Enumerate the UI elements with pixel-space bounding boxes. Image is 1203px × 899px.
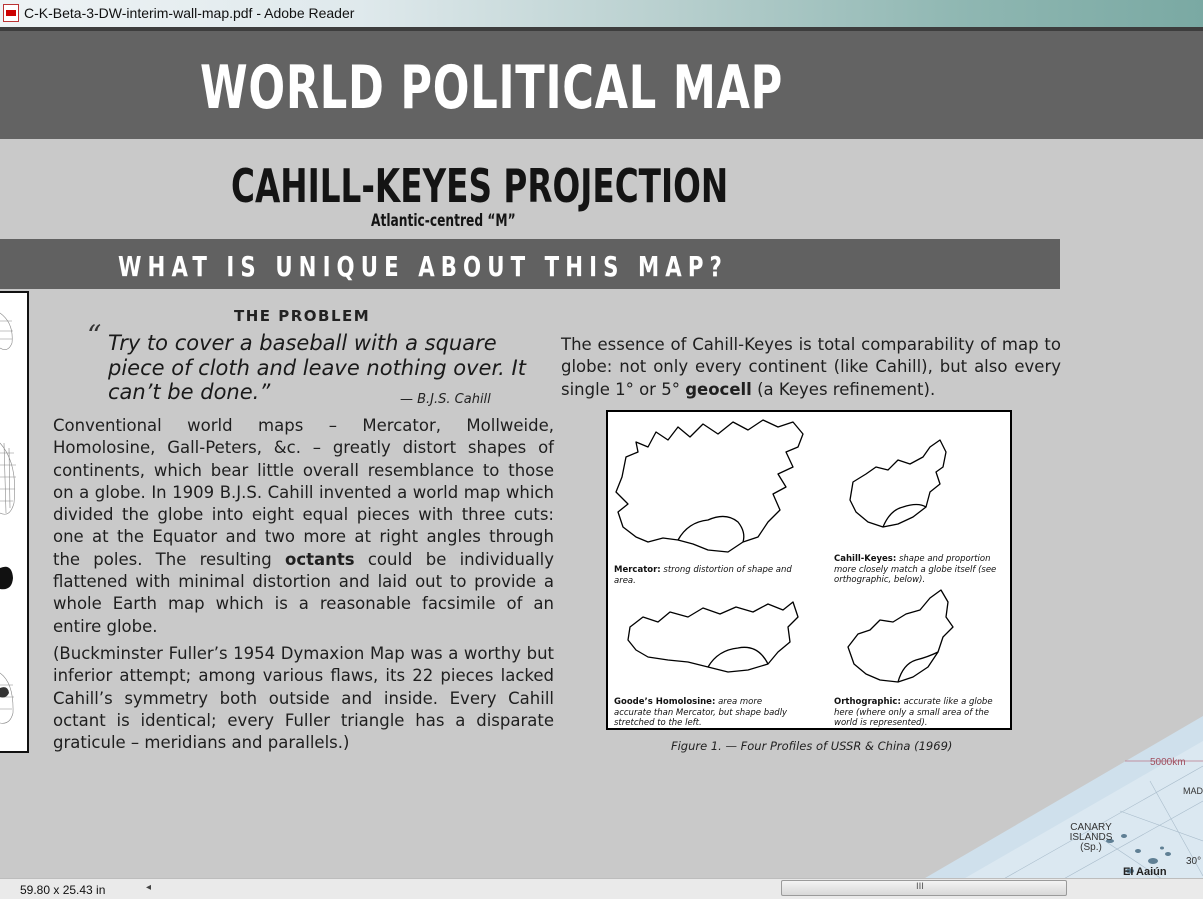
document-view[interactable] <box>0 31 1203 878</box>
mercator-outline <box>616 420 803 552</box>
region-label-mad: MAD <box>1183 786 1203 796</box>
goodes-outline <box>628 602 798 672</box>
orthographic-outline <box>848 590 953 682</box>
essence-text-b: (a Keyes refinement). <box>757 379 936 399</box>
scrollbar-grip-icon: III <box>916 882 924 892</box>
map-corner-fragment <box>920 711 1203 878</box>
landmass-shape <box>0 567 13 590</box>
caption-cahill-keyes <box>834 554 1010 586</box>
figure-four-profiles <box>606 410 1012 730</box>
banner-title: WORLD POLITICAL MAP <box>200 53 784 123</box>
projection-title: CAHILL-KEYES PROJECTION <box>231 159 729 213</box>
degree-label: 30° <box>1186 856 1202 867</box>
intro-text-b: could be individually flattened with minimal distortion and laid out to provide a whole Earth map which is a reasonable facsimile of an entire globe. <box>53 549 555 636</box>
caption-mercator <box>614 565 804 586</box>
octants-term: octants <box>285 549 355 569</box>
title-banner <box>0 31 1203 139</box>
caption-mercator-label: Mercator: <box>614 565 661 575</box>
figure-caption: Figure 1. — Four Profiles of USSR & China (1969) <box>671 739 953 753</box>
caption-ortho-text: accurate like a globe here (where only a small area of the world is represented). <box>834 697 993 728</box>
intro-paragraph <box>53 415 554 638</box>
canary-islands-label: CANARY ISLANDS (Sp.) <box>1069 822 1113 853</box>
distance-label: 5000km <box>1150 757 1186 768</box>
scroll-left-arrow[interactable]: ◂ <box>146 882 152 893</box>
window-title: C-K-Beta-3-DW-interim-wall-map.pdf - Adobe Reader <box>24 5 355 21</box>
projection-subtitle: Atlantic-centred “M” <box>371 211 516 231</box>
caption-ck-label: Cahill-Keyes: <box>834 554 897 564</box>
window-title-bar[interactable] <box>0 0 1203 28</box>
cahill-quote: Try to cover a baseball with a square piece of cloth and leave nothing over. It can’t be done.” <box>108 331 526 404</box>
cahill-keyes-outline <box>850 440 946 527</box>
caption-goodes-text: area more accurate than Mercator, but shape badly stretched to the left. <box>614 697 788 728</box>
section-heading: WHAT IS UNIQUE ABOUT THIS MAP? <box>118 250 728 283</box>
problem-heading: THE PROBLEM <box>234 307 371 325</box>
caption-mercator-text: strong distortion of shape and area. <box>614 565 792 586</box>
essence-paragraph <box>561 334 1061 401</box>
horizontal-scrollbar-thumb[interactable] <box>781 880 1067 896</box>
quote-attribution: — B.J.S. Cahill <box>400 392 491 407</box>
caption-ortho-label: Orthographic: <box>834 697 901 707</box>
pdf-icon <box>3 4 19 22</box>
geocell-term: geocell <box>685 379 752 399</box>
fuller-paragraph: (Buckminster Fuller’s 1954 Dymaxion Map was a worthy but inferior attempt; among various flaws, its 22 pieces lacked Cahill’s symmetry both outside and inside. Every Cahill octant is identical; every Fuller triangle has a disparate graticule – meridians and parallels.) <box>53 644 554 753</box>
page-size-readout: 59.80 x 25.43 in <box>20 883 106 897</box>
open-quote-mark: “ <box>87 319 102 352</box>
city-label-el-aaiun: El Aaiún <box>1123 866 1167 878</box>
partial-globe-panel <box>0 291 29 753</box>
caption-goodes-label: Goode’s Homolosine: <box>614 697 716 707</box>
essence-text-a: The essence of Cahill-Keyes is total comparability of map to globe: not only every continent (like Cahill), but also every single 1° or 5° <box>561 335 1061 399</box>
caption-ck-text: shape and proportion more closely match a globe itself (see orthographic, below). <box>834 554 997 585</box>
intro-text-a: Conventional world maps – Mercator, Mollweide, Homolosine, Gall-Peters, &c. – greatly distort shapes of continents, which bear little overall resemblance to those on a globe. In 1909 B.J.S. Cahill invented a world map which divided the globe into eight equal pieces with three cuts: one at the Equator and two more at right angles through the poles. The resulting <box>53 416 554 569</box>
section-heading-bar <box>0 239 1060 289</box>
caption-goodes <box>614 697 792 729</box>
globe-gores-graphic <box>0 293 27 751</box>
